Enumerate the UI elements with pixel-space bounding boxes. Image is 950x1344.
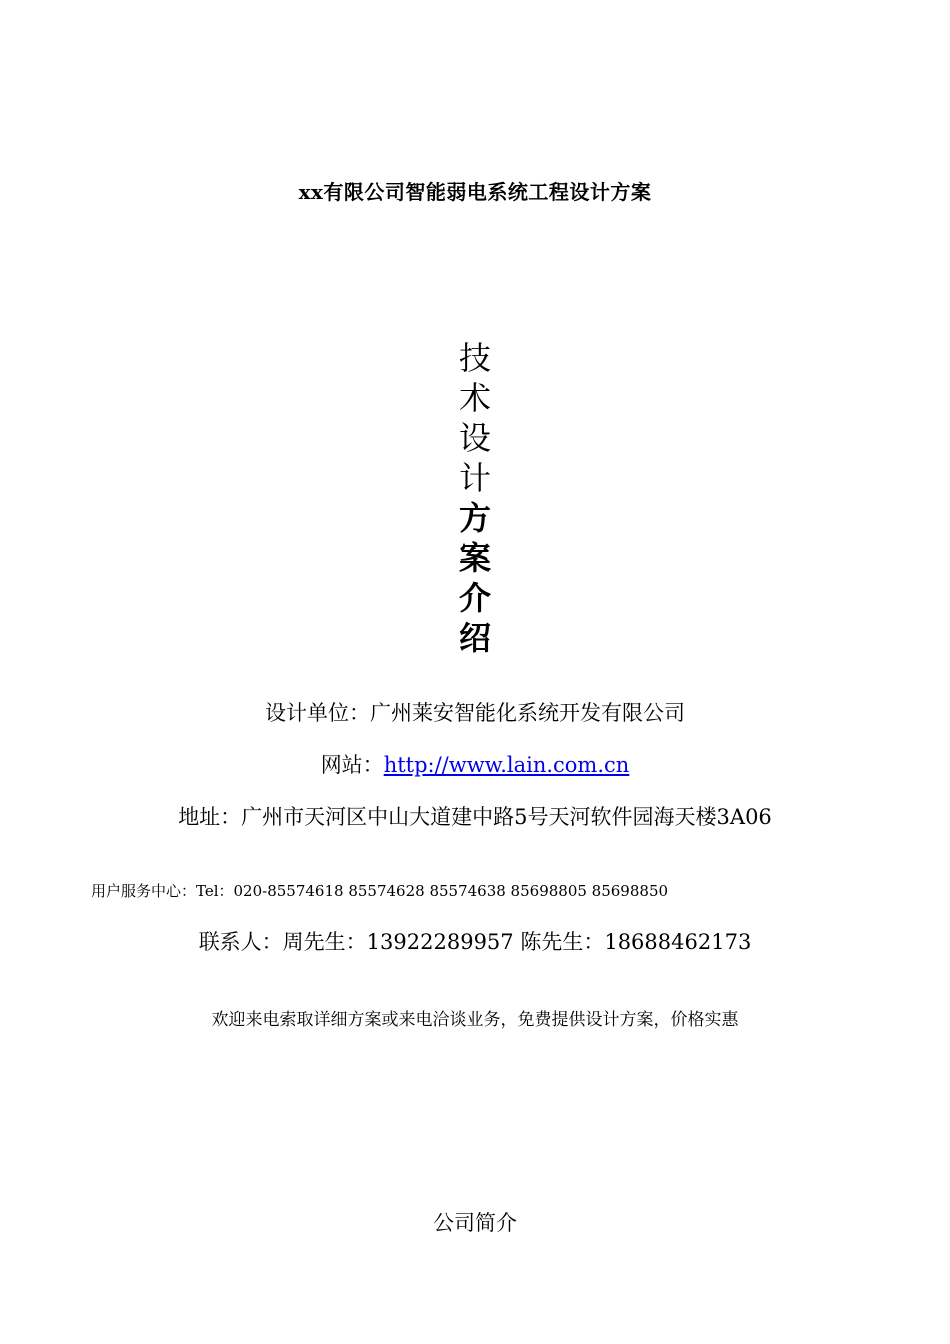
vertical-heading: [455, 338, 495, 658]
contacts: 联系人：周先生：13922289957 陈先生：18688462173: [198, 930, 752, 954]
design-unit: 设计单位：广州莱安智能化系统开发有限公司: [265, 701, 685, 725]
service-center: 用户服务中心：Tel：020-85574618 85574628 85574638 85698805 85698850: [91, 882, 669, 900]
section-title: 公司简介: [433, 1211, 517, 1235]
website-line: [0, 749, 950, 779]
website-label: 网站：: [320, 753, 384, 777]
vertical-heading-char: 绍: [458, 619, 491, 657]
vertical-heading-char: 方: [458, 499, 491, 537]
vertical-heading-char: 介: [458, 579, 491, 617]
vertical-heading-char: 技: [458, 339, 491, 377]
welcome-note: 欢迎来电索取详细方案或来电洽谈业务，免费提供设计方案，价格实惠: [211, 1010, 739, 1030]
document-title: xx有限公司智能弱电系统工程设计方案: [298, 180, 652, 204]
vertical-heading-char: 术: [458, 379, 491, 417]
vertical-heading-char: 计: [458, 459, 491, 497]
address: 地址：广州市天河区中山大道建中路5号天河软件园海天楼3A06: [178, 805, 772, 829]
website-link[interactable]: http://www.lain.com.cn: [383, 753, 630, 777]
vertical-heading-char: 设: [458, 419, 491, 457]
vertical-heading-char: 案: [458, 539, 491, 577]
